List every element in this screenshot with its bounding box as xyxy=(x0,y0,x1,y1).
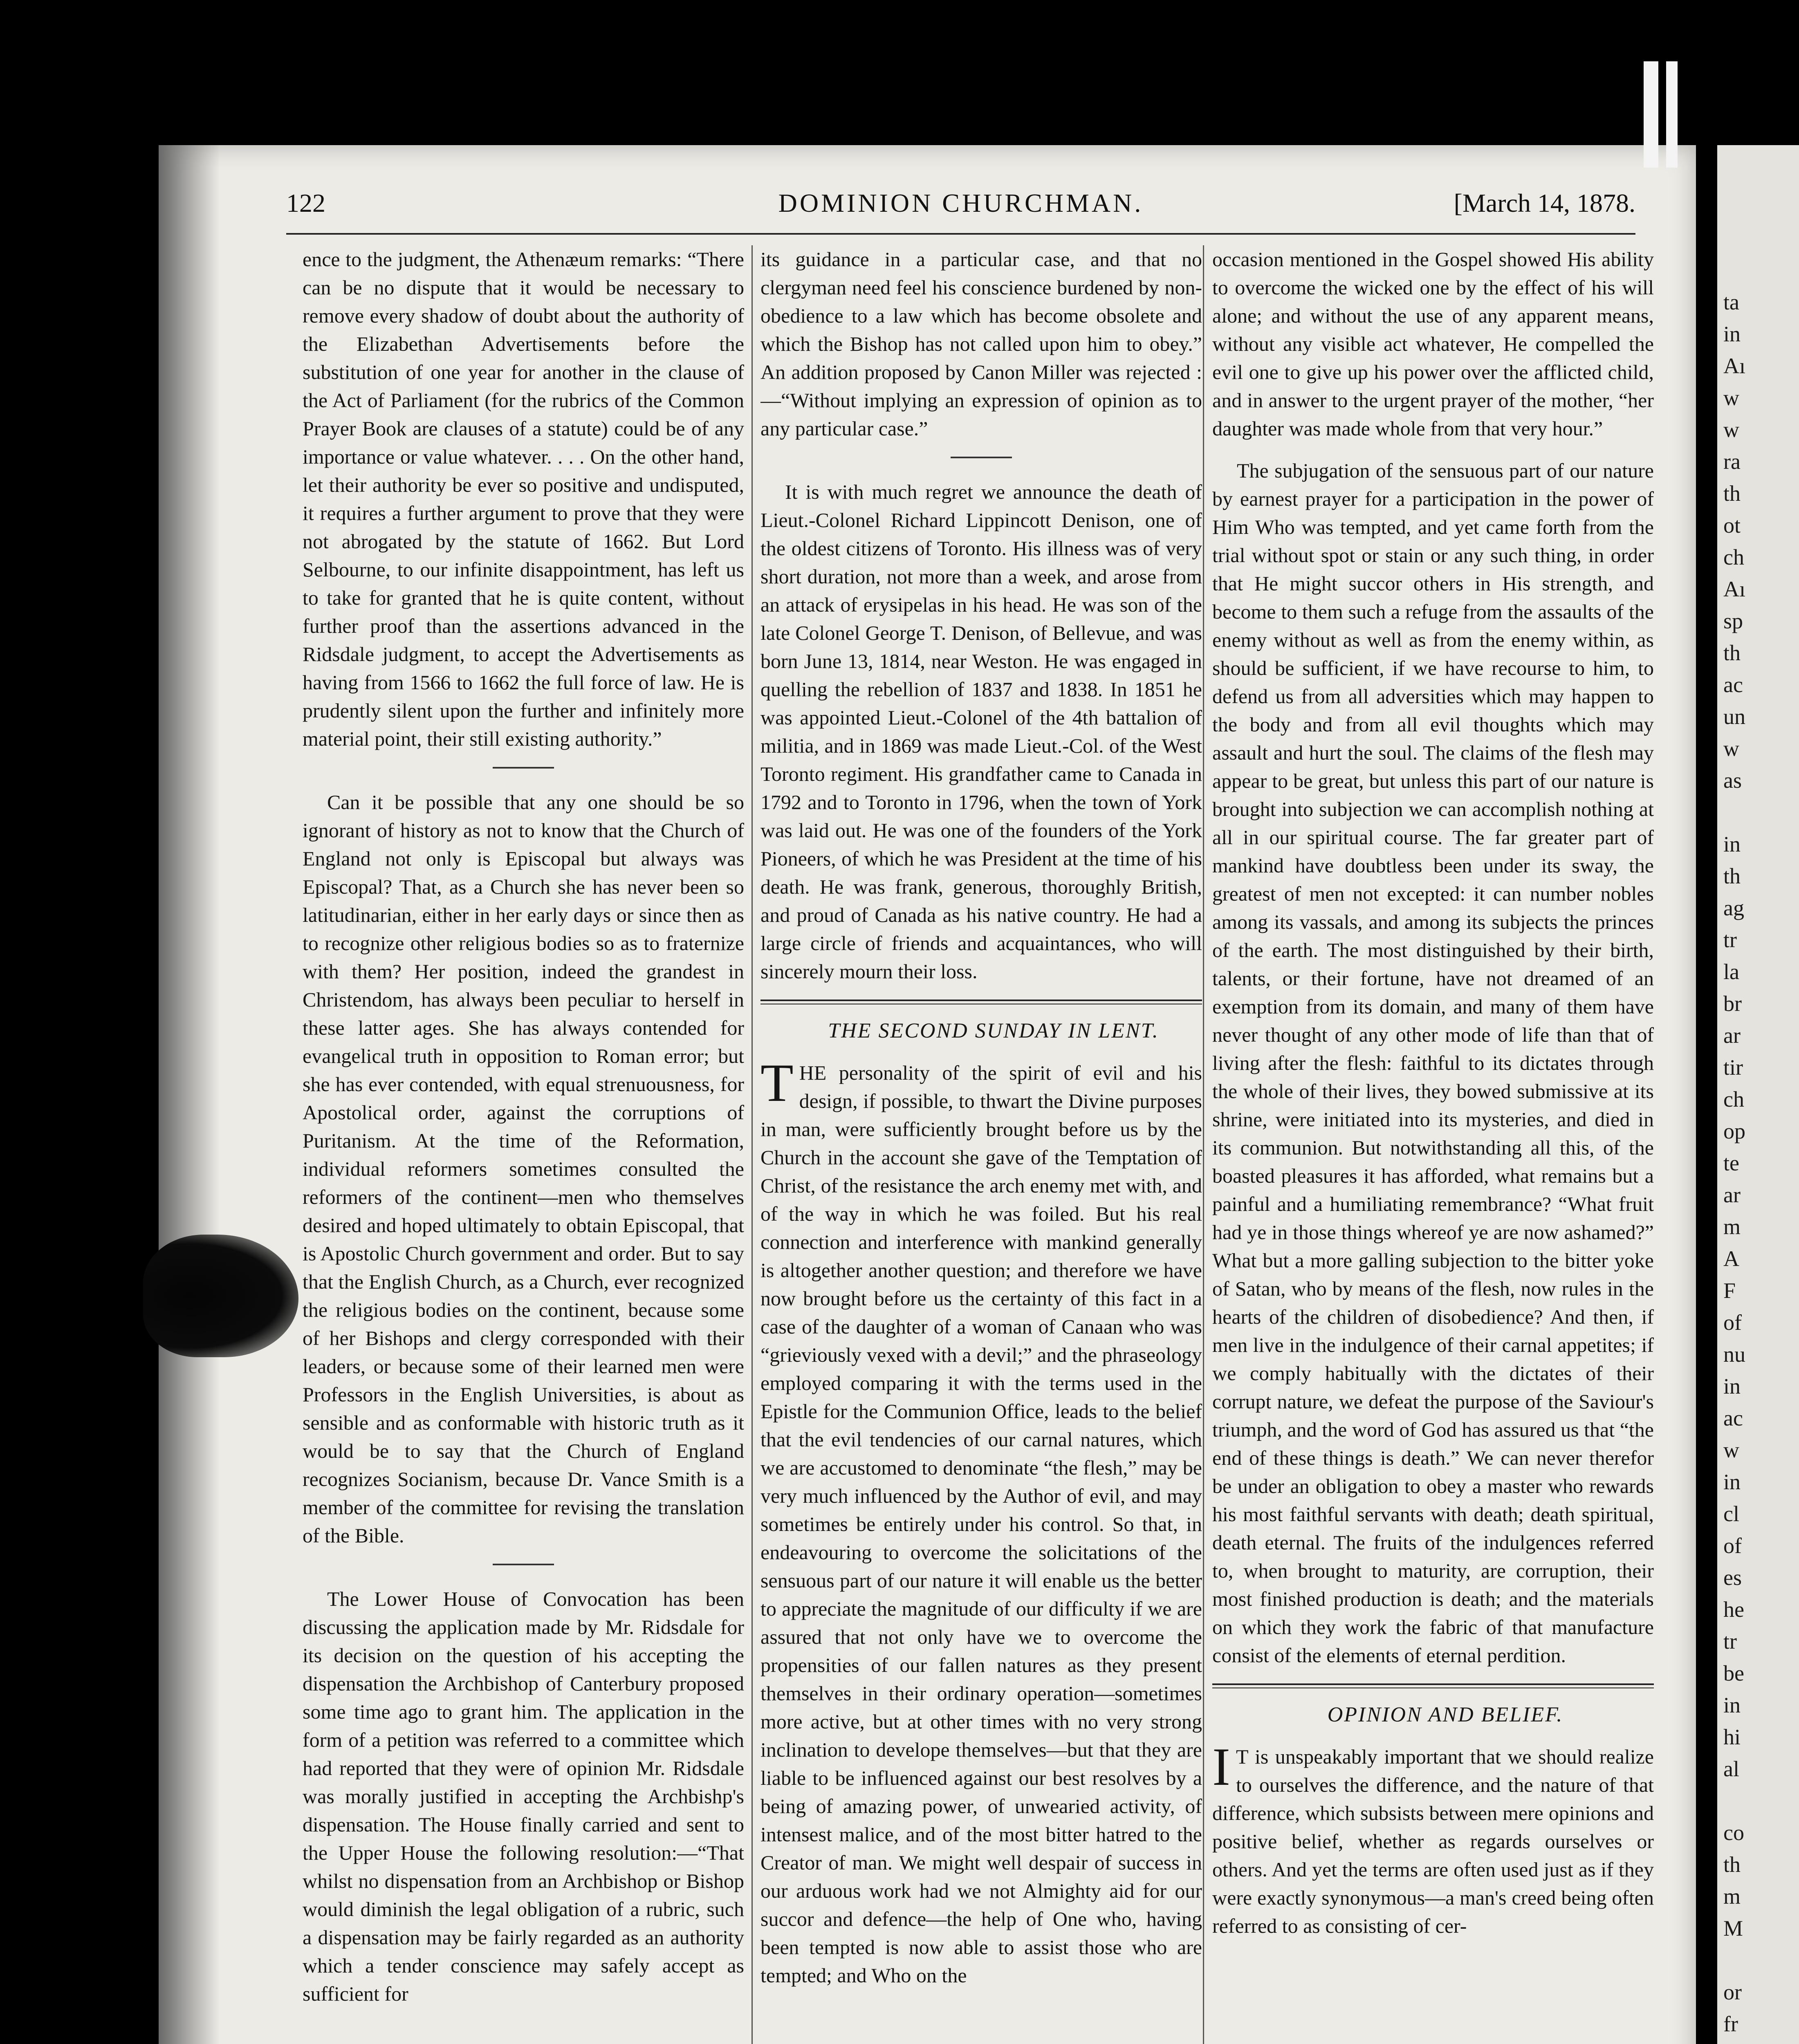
masthead: DOMINION CHURCHMAN. xyxy=(778,188,1144,217)
issue-date: [March 14, 1878. xyxy=(1454,188,1635,217)
drop-cap: T xyxy=(760,1053,794,1113)
gutter-shadow xyxy=(159,145,220,2044)
heading-second-sunday-lent: THE SECOND SUNDAY IN LENT. xyxy=(828,1019,1159,1042)
paragraph-lent xyxy=(760,1053,1202,1990)
facing-page-text: ta in Aı w w ra th ot ch Aı sp th ac un w as in th ag tr la br ar tir ch op te ar m A F of nu in ac w in cl of es he tr be in hi al co th m M or fr xyxy=(1723,290,1745,2036)
paragraph-denison-obituary: It is with much regret we announce the death of Lieut.-Colonel Richard Lippincott Denison, one of the oldest citizens of Toronto. His illness was of very short duration, not more than a week, and arose from an attack of erysipelas in his head. He was son of the late Colonel George T. Denison, of Bellevue, and was born June 13, 1814, near Weston. He was engaged in quelling the rebellion of 1837 and 1838. In 1851 he was appointed Lieut.-Colonel of the 4th battalion of militia, and in 1869 was made Lieut.-Col. of the West Toronto regiment. His grandfather came to Canada in 1792 and to Toronto in 1796, when the town of York was laid out. He was one of the founders of the York Pioneers, of which he was President at the time of his death. He was frank, generous, thoroughly British, and proud of Canada as his native country. He had a large circle of friends and acquaintances, who will sincerely mourn their loss. xyxy=(760,480,1202,983)
section-double-rule xyxy=(760,1000,1202,1004)
paragraph-opinion-text: T is unspeakably important that we should realize to ourselves the difference, and the nature of that difference, which subsists between mere opinions and positive belief, whether as regards ourselves or others. And yet the terms are often used just as if they were exactly synonymous—a man's creed being often referred to as consisting of cer- xyxy=(1212,1745,1654,1937)
section-double-rule xyxy=(1212,1683,1654,1688)
header-rule xyxy=(286,233,1635,235)
page-number: 122 xyxy=(286,188,325,217)
binder-clip-top-2 xyxy=(1666,61,1678,168)
column-3 xyxy=(1212,245,1654,2044)
column-1 xyxy=(303,245,744,2044)
paragraph-convocation: The Lower House of Convocation has been discussing the application made by Mr. Ridsdale for its decision on the question of his accepting the dispensation the Archbishop of Canterbury proposed some time ago to grant him. The application in the form of a petition was referred to a committee which had reported that they were of opinion Mr. Ridsdale was morally justified in accepting the Archbishp's dispensation. The House finally carried and sent to the Upper House the following resolution:—“That whilst no dispensation from an Archbishop or Bishop would diminish the legal obligation of a rubric, such a dispensation may be fairly regarded as an authority which a tender conscience may safely accept as sufficient for xyxy=(303,1587,744,2005)
heading-opinion-belief: OPINION AND BELIEF. xyxy=(1327,1703,1563,1726)
paragraph-subjugation: The subjugation of the sensuous part of our nature by earnest prayer for a participation in the power of Him Who was tempted, and yet came forth from the trial without spot or stain or any such thing, in order that He might succor others in His strength, and become to them such a refuge from the assaults of the enemy without as well as from the enemy within, as should be sufficient, if we have recourse to him, to defend us from all adversities which may happen to the body and from all evil thoughts which may assault and hurt the soul. The claims of the flesh may appear to be great, but unless this part of our nature is brought into subjection we can accomplish nothing at all in our spiritual course. The far greater part of mankind have doubtless been under its sway, the greatest of men not excepted: it can number nobles among its vassals, and among its subjects the princes of the earth. The most distinguished by their birth, talents, or their fortune, have not dreamed of an exemption from its domain, and many of them have never thought of any other mode of life than that of living after the flesh: faithful to its dictates through the whole of their lives, they bowed submissive at its shrine, were initiated into its mysteries, and died in its communion. But notwithstanding all this, of the boasted pleasures it has afforded, what remains but a painful and a humiliating remembrance? “What fruit had ye in those things whereof ye are now ashamed?” What but a more galling subjection to the bitter yoke of Satan, who by means of the flesh, now rules in the hearts of the children of disobedience? And then, if men live in the indulgence of their carnal appetites; if we comply habitually with the dictates of their corrupt nature, we defeat the purpose of the Saviour's triumph, and the word of God has assured us that “the end of these things is death.” We can never therefor be under an obligation to obey a master who rewards his most faithful servants with death; death spiritual, death eternal. The fruits of the indulgences referred to, when brought to maturity, are corruption, their most finished production is death; and the materials on which they work the fabric of that manufacture consist of the elements of eternal perdition. xyxy=(1212,459,1654,1667)
column-rule-1 xyxy=(751,245,753,2044)
paragraph-lent-text: HE personality of the spirit of evil and his design, if possible, to thwart the Divine purposes in man, were sufficiently brought before us by the Church in the account she gave of the Temptation of Christ, of the resistance the arch enemy met with, and of the way in which he was foiled. But his real connection and interference with mankind generally is altogether another question; and therefore we have now brought before us the certainty of this fact in a case of the daughter of a woman of Canaan who was “grieviously vexed with a devil;” and the phraseology employed comparing it with the terms used in the Epistle for the Communion Office, leads to the belief that the evil tendencies of our carnal natures, which we are accustomed to denominate “the flesh,” may be very much influenced by the Author of evil, and may sometimes be entirely under his control. So that, in endeavouring to overcome the solicitations of the sensuous part of our nature it will enable us the better to appreciate the magnitude of our difficulty if we are assured that not only have we to overcome the propensities of our fallen natures as they present themselves in their ordinary operation—sometimes more active, but at other times with no very strong inclination to develope themselves—but that they are liable to be influenced against our best resolves by a being of amazing power, of unwearied activity, of intensest malice, and of the most bitter hatred to the Creator of man. We might well despair of success in our arduous work had we not Almighty aid for our succor and defence—the help of One who, having been tempted is now able to assist those who are tempted; and Who on the xyxy=(760,1061,1202,1987)
column-2 xyxy=(760,245,1202,2044)
binder-clip-top xyxy=(1644,61,1658,168)
drop-cap: I xyxy=(1212,1737,1230,1797)
paragraph-opinion xyxy=(1212,1737,1654,1940)
section-separator xyxy=(951,457,1012,458)
paragraph-dispensation-cont: its guidance in a particular case, and that no clergyman need feel his conscience burdened by non-obedience to a law which has become obsolete and which the Bishop has not called upon him to obey.” An addition proposed by Canon Miller was rejected :—“Without implying an expression of opinion as to any particular case.” xyxy=(760,248,1202,440)
section-separator xyxy=(493,767,554,769)
section-separator xyxy=(493,1564,554,1565)
column-rule-2 xyxy=(1203,245,1204,2044)
paragraph-gospel-occasion: occasion mentioned in the Gospel showed His ability to overcome the wicked one by the effect of his will alone; and without the use of any apparent means, without any visible act whatever, He compelled the evil one to give up his power over the afflicted child, and in answer to the urgent prayer of the mother, “her daughter was made whole from that very hour.” xyxy=(1212,248,1654,440)
page-header xyxy=(286,188,1635,229)
paragraph-athenaeum: ence to the judgment, the Athenæum remarks: “There can be no dispute that it would be necessary to remove every shadow of doubt about the authority of the Elizabethan Advertisements before the substitution of one year for another in the clause of the Act of Parliament (for the rubrics of the Common Prayer Book are clauses of a statute) could be of any importance or value whatever. . . . On the other hand, let their authority be ever so positive and undisputed, it requires a further argument to prove that they were not abrogated by the statute of 1662. But Lord Selbourne, to our infinite disappointment, has left us to take for granted that he is quite content, without further proof than the assertions advanced in the Ridsdale judgment, to accept the Advertisements as having from 1566 to 1662 the full force of law. He is prudently silent upon the further and infinitely more material point, their still existing authority.” xyxy=(303,248,744,750)
paragraph-episcopal: Can it be possible that any one should be so ignorant of history as not to know that the Church of England not only is Episcopal but always was Episcopal? That, as a Church she has never been so latitudinarian, either in her early days or since then as to recognize other religious bodies so as to fraternize with them? Her position, indeed the grandest in Christendom, has always been peculiar to herself in these latter ages. She has always contended for evangelical truth in opposition to Roman error; but she has ever contended, with equal strenuousness, for Apostolical order, against the corruptions of Puritanism. At the time of the Reformation, individual reformers sometimes consulted the reformers of the continent—men who themselves desired and hoped ultimately to obtain Episcopal, that is Apostolic Church government and order. But to say that the English Church, as a Church, ever recognized the religious bodies on the continent, because some of her Bishops and clergy corresponded with their leaders, or because some of their learned men were Professors in the English Universities, is about as sensible and as conformable with historic truth as it would be to say that the Church of England recognizes Socianism, because Dr. Vance Smith is a member of the committee for revising the translation of the Bible. xyxy=(303,791,744,1547)
